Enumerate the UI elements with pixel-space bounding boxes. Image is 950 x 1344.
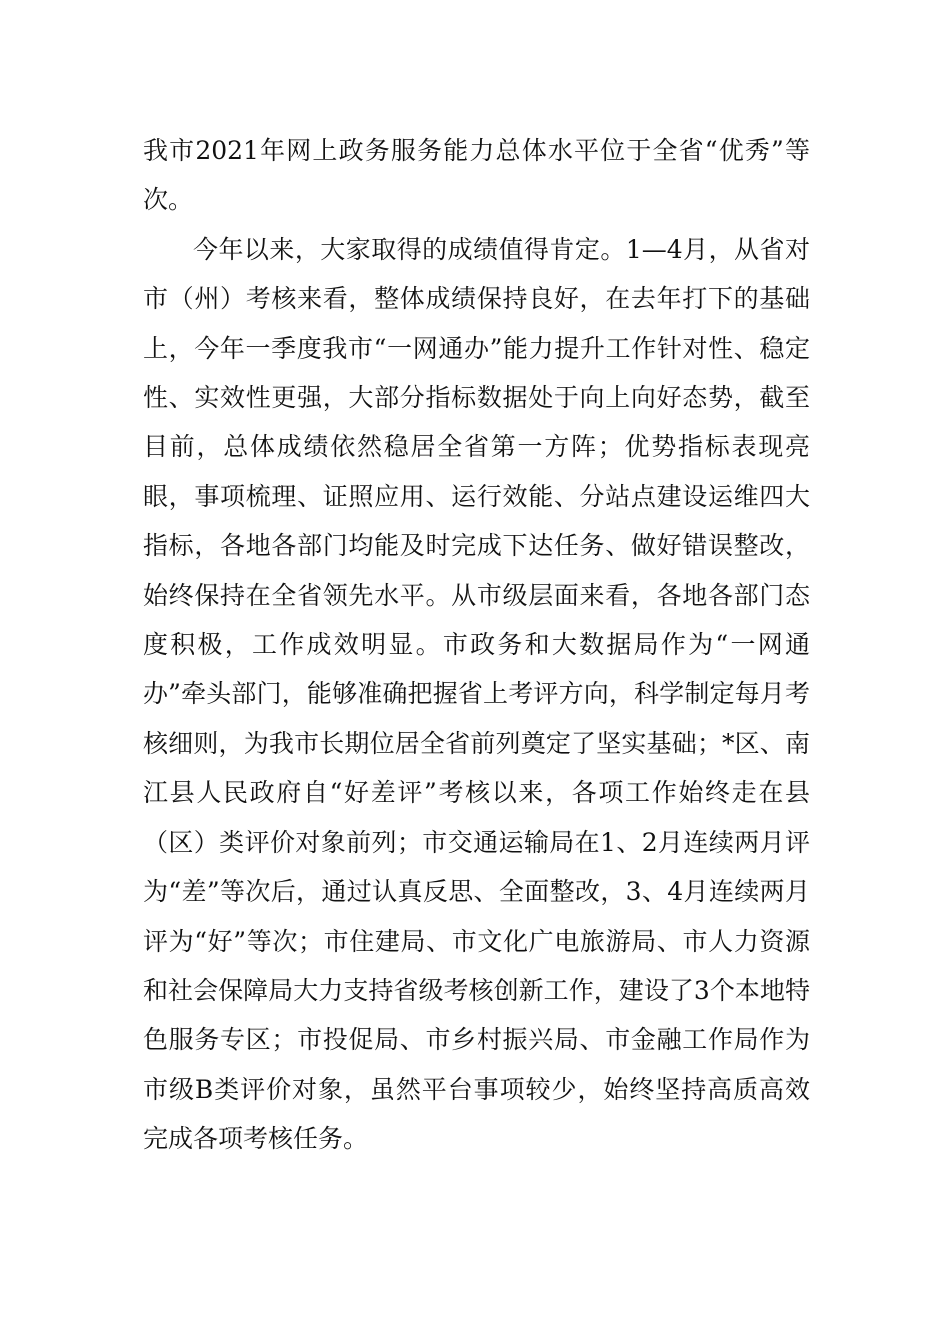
paragraph-continuation: 我市2021年网上政务服务能力总体水平位于全省“优秀”等次。 bbox=[143, 136, 810, 215]
document-body bbox=[143, 126, 810, 1164]
paragraph-achievements: 今年以来，大家取得的成绩值得肯定。1—4月，从省对市（州）考核来看，整体成绩保持良好，在去年打下的基础上，今年一季度我市“一网通办”能力提升工作针对性、稳定性、实效性更强，大部分指标数据处于向上向好态势，截至目前，总体成绩依然稳居全省第一方阵；优势指标表现亮眼，事项梳理、证照应用、运行效能、分站点建设运维四大指标，各地各部门均能及时完成下达任务、做好错误整改，始终保持在全省领先水平。从市级层面来看，各地各部门态度积极，工作成效明显。市政务和大数据局作为“一网通办”牵头部门，能够准确把握省上考评方向，科学制定每月考核细则，为我市长期位居全省前列奠定了坚实基础；*区、南江县人民政府自“好差评”考核以来，各项工作始终走在县（区）类评价对象前列；市交通运输局在1、2月连续两月评为“差”等次后，通过认真反思、全面整改，3、4月连续两月评为“好”等次；市住建局、市文化广电旅游局、市人力资源和社会保障局大力支持省级考核创新工作，建设了3个本地特色服务专区；市投促局、市乡村振兴局、市金融工作局作为市级B类评价对象，虽然平台事项较少，始终坚持高质高效完成各项考核任务。 bbox=[143, 234, 810, 1154]
